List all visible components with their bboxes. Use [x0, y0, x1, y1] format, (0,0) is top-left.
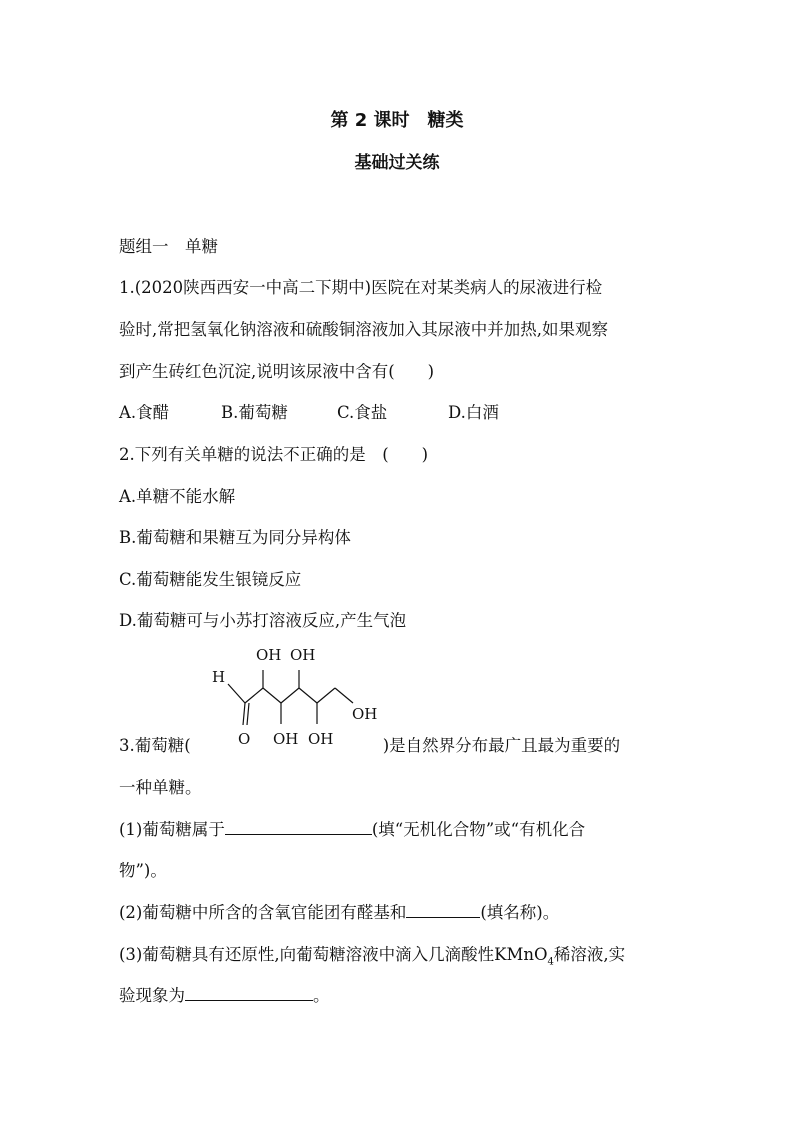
- q1-options: [119, 399, 499, 423]
- q1-line-3: 到产生砖红色沉淀,说明该尿液中含有( ): [119, 362, 435, 381]
- q3-sub2-start: (2)葡萄糖中所含的含氧官能团有醛基和: [119, 903, 407, 922]
- page-title: 第 2 课时 糖类: [330, 110, 464, 131]
- q2-option-a: A.单糖不能水解: [119, 487, 236, 506]
- q3-sub2-end: (填名称)。: [480, 903, 560, 922]
- q1-option-c: C.食盐: [337, 403, 388, 422]
- q3-stem-start: 3.葡萄糖(: [119, 736, 191, 755]
- q2-option-c: C.葡萄糖能发生银镜反应: [119, 570, 302, 589]
- q3-sub3-start: (3)葡萄糖具有还原性,向葡萄糖溶液中滴入几滴酸性KMnO: [119, 945, 548, 964]
- q3-sub3: [119, 941, 625, 967]
- q2-option-d: D.葡萄糖可与小苏打溶液反应,产生气泡: [119, 611, 407, 630]
- mol-label-oh-end: OH: [352, 705, 378, 723]
- mol-label-h: H: [212, 668, 226, 686]
- q3-sub2-blank[interactable]: [406, 900, 480, 918]
- mol-label-oh-top2: OH: [290, 646, 316, 664]
- q3-sub1: [119, 816, 585, 840]
- q1-option-a: A.食醋: [119, 403, 170, 422]
- q3-sub3-line2: [119, 982, 330, 1006]
- mol-label-oh-top1: OH: [256, 646, 282, 664]
- q3-sub1-blank[interactable]: [225, 817, 372, 835]
- q1-option-b: B.葡萄糖: [221, 403, 288, 422]
- q3-sub1-end: (填“无机化合物”或“有机化合: [371, 820, 586, 839]
- mol-label-o: O: [238, 730, 251, 748]
- glucose-bonds: [228, 670, 353, 725]
- q3-sub3-subscript: 4: [547, 956, 554, 968]
- group-heading: 题组一 单糖: [119, 237, 218, 256]
- q3-line-2: 一种单糖。: [119, 778, 202, 797]
- q1-line-1: 1.(2020陕西西安一中高二下期中)医院在对某类病人的尿液进行检: [119, 278, 603, 297]
- q1-line-2: 验时,常把氢氧化钠溶液和硫酸铜溶液加入其尿液中并加热,如果观察: [119, 320, 608, 339]
- q3-sub3-line2-end: 。: [313, 986, 330, 1005]
- q3-sub3-line2-start: 验现象为: [119, 986, 185, 1005]
- q3-sub1-line2: 物”)。: [119, 861, 167, 880]
- q3-sub3-blank[interactable]: [185, 983, 313, 1001]
- mol-label-oh-bot1: OH: [273, 730, 299, 748]
- q3-stem-end: )是自然界分布最广且最为重要的: [382, 736, 621, 755]
- q3-stem: [119, 732, 620, 756]
- q3-sub3-end: 稀溶液,实: [553, 945, 626, 964]
- q2-stem: 2.下列有关单糖的说法不正确的是 ( ): [119, 445, 429, 464]
- q1-option-d: D.白酒: [448, 403, 499, 422]
- page-subtitle: 基础过关练: [354, 153, 440, 173]
- mol-label-oh-bot2: OH: [308, 730, 334, 748]
- q2-option-b: B.葡萄糖和果糖互为同分异构体: [119, 528, 351, 547]
- q3-sub1-start: (1)葡萄糖属于: [119, 820, 225, 839]
- q3-sub2: [119, 899, 559, 923]
